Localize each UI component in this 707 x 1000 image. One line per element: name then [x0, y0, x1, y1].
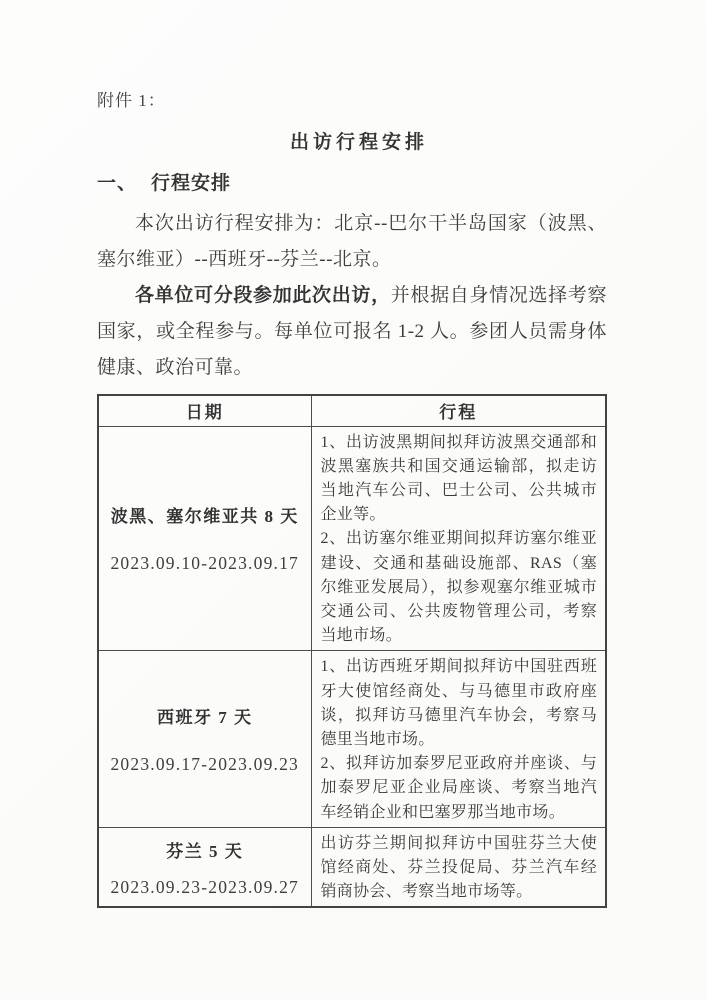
leg-date-range: 2023.09.17-2023.09.23	[110, 754, 300, 775]
section-number: 一、	[97, 173, 138, 194]
itinerary-item: 2、拟拜访加泰罗尼亚政府并座谈、与加泰罗尼亚企业局座谈、考察当地汽车经销企业和巴塞罗那当地市场。	[320, 755, 597, 821]
itinerary-cell-spain	[311, 651, 606, 827]
itinerary-overview-paragraph: 本次出访行程安排为：北京--巴尔干半岛国家（波黑、塞尔维亚）--西班牙--芬兰--北京。	[97, 213, 607, 270]
itinerary-item: 1、出访波黑期间拟拜访波黑交通部和波黑塞族共和国交通运输部，拟走访当地汽车公司、巴士公司、公共城市企业等。	[320, 433, 597, 524]
itinerary-item: 2、出访塞尔维亚期间拟拜访塞尔维亚建设、交通和基础设施部、RAS（塞尔维亚发展局），拟参观塞尔维亚城市交通公司、公共废物管理公司，考察当地市场。	[320, 530, 597, 645]
date-stack	[105, 703, 305, 775]
participation-paragraph-rest: 并根据自身情况选择考察国家，或全程参与。每单位可报名 1-2 人。参团人员需身体健康、政治可靠。	[97, 285, 607, 378]
table-header-row	[98, 395, 606, 426]
leg-date-range: 2023.09.23-2023.09.27	[110, 876, 300, 897]
participation-paragraph-bold: 各单位可分段参加此次出访，	[135, 285, 391, 306]
itinerary-cell-bosnia-serbia	[311, 426, 606, 651]
document-title: 出访行程安排	[289, 132, 428, 153]
itinerary-cell-finland	[311, 827, 606, 907]
section-heading	[97, 171, 607, 197]
date-cell-finland	[98, 827, 311, 907]
table-row	[98, 651, 606, 827]
leg-title: 波黑、塞尔维亚共 8 天	[110, 507, 299, 527]
date-cell-bosnia-serbia	[98, 426, 311, 651]
attachment-label: 附件 1：	[97, 91, 166, 110]
itinerary-item: 1、出访西班牙期间拟拜访中国驻西班牙大使馆经商处、与马德里市政府座谈，拟拜访马德里汽车协会，考察马德里当地市场。	[320, 658, 597, 748]
column-header-itinerary: 行程	[311, 395, 606, 426]
date-stack	[105, 502, 305, 574]
section-title: 行程安排	[151, 173, 232, 194]
participation-paragraph	[97, 278, 607, 386]
leg-title: 芬兰 5 天	[166, 841, 244, 861]
table-row	[98, 426, 606, 651]
leg-title: 西班牙 7 天	[157, 708, 253, 728]
date-stack	[105, 837, 305, 898]
date-cell-spain	[98, 651, 311, 827]
column-header-date: 日期	[98, 395, 311, 426]
itinerary-table	[97, 394, 607, 908]
table-row	[98, 827, 606, 907]
itinerary-item: 出访芬兰期间拟拜访中国驻芬兰大使馆经商处、芬兰投促局、芬兰汽车经销商协会、考察当地市场等。	[320, 834, 597, 901]
leg-date-range: 2023.09.10-2023.09.17	[110, 553, 300, 574]
